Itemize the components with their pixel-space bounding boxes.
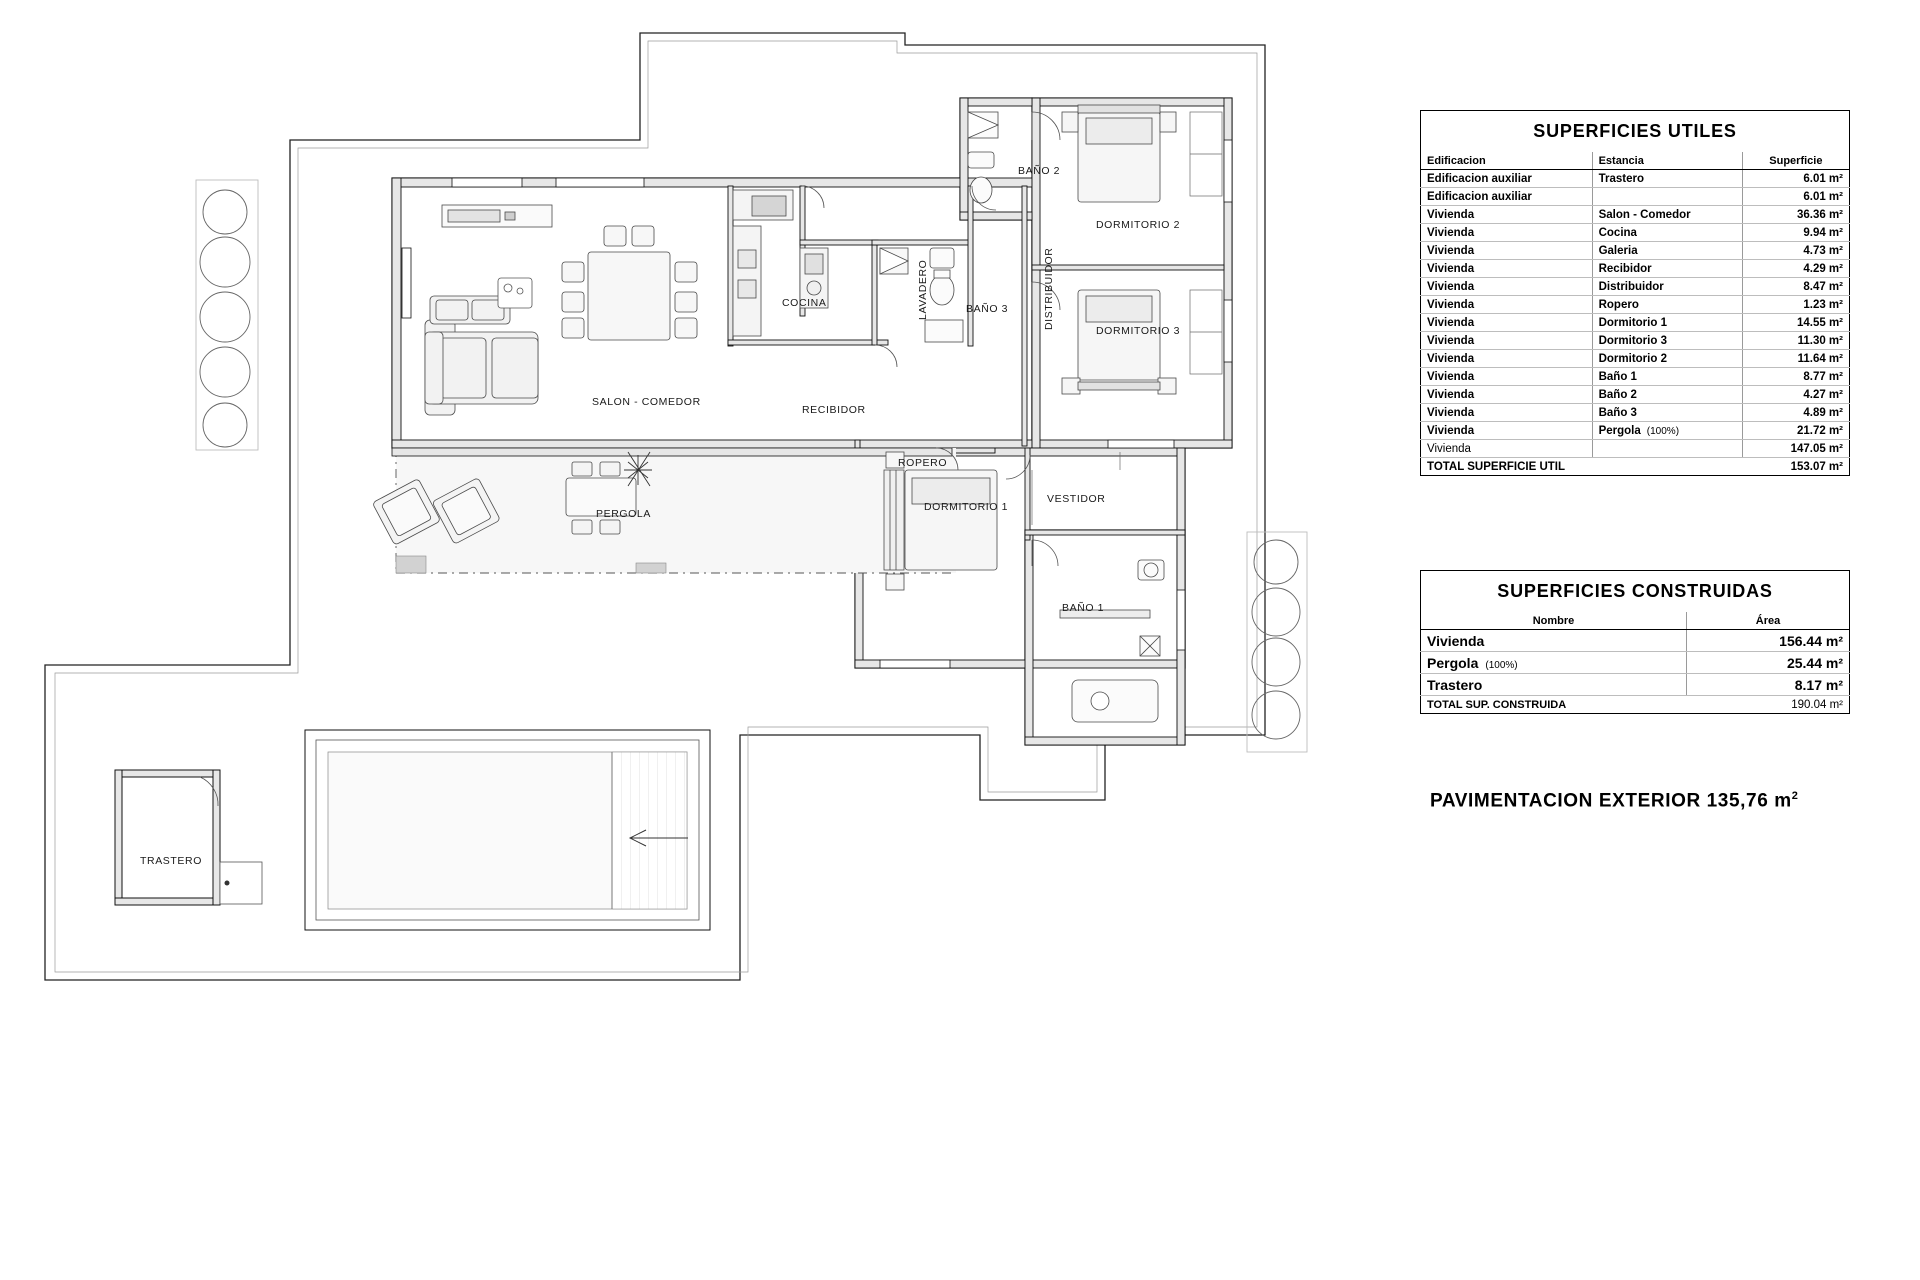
construidas-cell-nombre (1421, 652, 1687, 674)
utiles-cell-edificacion: Vivienda (1421, 242, 1593, 260)
utiles-cell-estancia (1592, 404, 1742, 422)
construidas-nombre-text: Trastero (1427, 676, 1483, 693)
utiles-col-edificacion: Edificacion (1421, 152, 1593, 170)
utiles-cell-superficie: 11.64 m² (1742, 350, 1849, 368)
utiles-estancia-text: Ropero (1598, 298, 1639, 311)
utiles-estancia-text: Baño 1 (1598, 370, 1637, 383)
utiles-estancia-text: Salon - Comedor (1598, 208, 1691, 221)
utiles-cell-estancia (1592, 368, 1742, 386)
pavimentacion-text: PAVIMENTACION EXTERIOR 135,76 m (1430, 790, 1792, 812)
utiles-cell-estancia (1592, 314, 1742, 332)
construidas-row (1421, 652, 1850, 674)
utiles-row (1421, 296, 1850, 314)
utiles-cell-superficie: 147.05 m² (1742, 440, 1849, 458)
construidas-nombre-note: (100%) (1485, 659, 1518, 671)
utiles-estancia-note: (100%) (1646, 425, 1680, 437)
utiles-cell-edificacion: Vivienda (1421, 332, 1593, 350)
utiles-estancia-text: Dormitorio 3 (1598, 334, 1667, 347)
utiles-estancia-text: Baño 3 (1598, 406, 1637, 419)
utiles-cell-edificacion: Vivienda (1421, 296, 1593, 314)
utiles-cell-superficie: 6.01 m² (1742, 170, 1849, 188)
utiles-estancia-text: Baño 2 (1598, 388, 1637, 401)
utiles-cell-superficie: 11.30 m² (1742, 332, 1849, 350)
utiles-row (1421, 206, 1850, 224)
construidas-total-value: 190.04 m² (1791, 698, 1843, 711)
utiles-estancia-text: Pergola (1598, 424, 1641, 437)
utiles-cell-estancia (1592, 386, 1742, 404)
utiles-cell-superficie: 6.01 m² (1742, 188, 1849, 206)
utiles-row (1421, 278, 1850, 296)
room-label-pergola: PERGOLA (596, 508, 651, 520)
utiles-row (1421, 188, 1850, 206)
utiles-cell-edificacion: Vivienda (1421, 350, 1593, 368)
utiles-cell-estancia (1592, 260, 1742, 278)
utiles-cell-edificacion: Vivienda (1421, 404, 1593, 422)
superficies-construidas-table (1420, 570, 1850, 714)
utiles-cell-superficie: 4.73 m² (1742, 242, 1849, 260)
construidas-row (1421, 674, 1850, 696)
construidas-cell-area: 156.44 m² (1686, 630, 1849, 652)
room-label-recibidor: RECIBIDOR (802, 404, 866, 416)
utiles-row (1421, 332, 1850, 350)
utiles-cell-estancia (1592, 296, 1742, 314)
pavimentacion-sup: 2 (1791, 790, 1799, 802)
utiles-cell-estancia (1592, 350, 1742, 368)
room-label-lavadero: LAVADERO (917, 259, 929, 320)
utiles-cell-superficie: 9.94 m² (1742, 224, 1849, 242)
utiles-cell-superficie: 1.23 m² (1742, 296, 1849, 314)
construidas-cell-nombre (1421, 630, 1687, 652)
room-label-cocina: COCINA (782, 297, 827, 309)
room-label-bano-1: BAÑO 1 (1062, 602, 1105, 614)
utiles-cell-edificacion: Vivienda (1421, 260, 1593, 278)
utiles-cell-edificacion: Vivienda (1421, 278, 1593, 296)
construidas-cell-nombre (1421, 674, 1687, 696)
room-label-dormitorio-2: DORMITORIO 2 (1096, 219, 1181, 231)
utiles-cell-estancia (1592, 440, 1742, 458)
room-label-distribuidor: DISTRIBUIDOR (1043, 247, 1055, 330)
construidas-nombre-text: Vivienda (1427, 632, 1485, 649)
construidas-col-nombre: Nombre (1421, 612, 1687, 630)
utiles-cell-edificacion: Vivienda (1421, 224, 1593, 242)
utiles-estancia-text: Distribuidor (1598, 280, 1664, 293)
construidas-row (1421, 630, 1850, 652)
utiles-cell-superficie: 14.55 m² (1742, 314, 1849, 332)
utiles-cell-estancia (1592, 170, 1742, 188)
utiles-cell-edificacion: Vivienda (1421, 422, 1593, 440)
utiles-row (1421, 404, 1850, 422)
utiles-col-estancia: Estancia (1592, 152, 1742, 170)
utiles-cell-superficie: 4.89 m² (1742, 404, 1849, 422)
utiles-cell-edificacion: Vivienda (1421, 440, 1593, 458)
utiles-estancia-text: Trastero (1598, 172, 1644, 185)
surface-tables-panel (1400, 0, 1920, 1280)
construidas-cell-area: 8.17 m² (1686, 674, 1849, 696)
room-label-bano-3: BAÑO 3 (966, 303, 1009, 315)
utiles-row (1421, 422, 1850, 440)
utiles-cell-estancia (1592, 332, 1742, 350)
utiles-cell-estancia (1592, 188, 1742, 206)
utiles-row (1421, 260, 1850, 278)
construidas-cell-area: 25.44 m² (1686, 652, 1849, 674)
room-label-bano-2: BAÑO 2 (1018, 165, 1061, 177)
utiles-cell-estancia (1592, 278, 1742, 296)
utiles-total-label: TOTAL SUPERFICIE UTIL (1427, 460, 1566, 473)
utiles-cell-superficie: 4.29 m² (1742, 260, 1849, 278)
utiles-row (1421, 224, 1850, 242)
pavimentacion-exterior-label (1430, 790, 1798, 812)
construidas-title: SUPERFICIES CONSTRUIDAS (1497, 581, 1773, 601)
utiles-row (1421, 440, 1850, 458)
utiles-row (1421, 350, 1850, 368)
room-label-salon-comedor: SALON - COMEDOR (592, 396, 701, 408)
construidas-nombre-text: Pergola (1427, 654, 1479, 671)
room-label-dormitorio-1: DORMITORIO 1 (924, 501, 1009, 513)
utiles-cell-superficie: 8.47 m² (1742, 278, 1849, 296)
utiles-row (1421, 368, 1850, 386)
utiles-cell-superficie: 36.36 m² (1742, 206, 1849, 224)
utiles-cell-superficie: 8.77 m² (1742, 368, 1849, 386)
superficies-utiles-table (1420, 110, 1850, 476)
utiles-row (1421, 314, 1850, 332)
utiles-title: SUPERFICIES UTILES (1533, 121, 1737, 141)
utiles-estancia-text: Recibidor (1598, 262, 1652, 275)
utiles-estancia-text: Cocina (1598, 226, 1637, 239)
utiles-cell-estancia (1592, 242, 1742, 260)
utiles-cell-edificacion: Edificacion auxiliar (1421, 188, 1593, 206)
utiles-cell-edificacion: Vivienda (1421, 386, 1593, 404)
utiles-total-value: 153.07 m² (1790, 460, 1843, 473)
utiles-row (1421, 170, 1850, 188)
utiles-row (1421, 242, 1850, 260)
utiles-cell-estancia (1592, 224, 1742, 242)
construidas-total-label: TOTAL SUP. CONSTRUIDA (1427, 698, 1567, 711)
utiles-cell-estancia (1592, 422, 1742, 440)
construidas-col-area: Área (1686, 612, 1849, 630)
utiles-estancia-text: Galeria (1598, 244, 1638, 257)
utiles-cell-superficie: 21.72 m² (1742, 422, 1849, 440)
utiles-cell-edificacion: Vivienda (1421, 206, 1593, 224)
room-label-vestidor: VESTIDOR (1047, 493, 1106, 505)
utiles-estancia-text: Dormitorio 1 (1598, 316, 1667, 329)
utiles-estancia-text: Dormitorio 2 (1598, 352, 1667, 365)
room-label-trastero: TRASTERO (140, 855, 202, 867)
utiles-col-superficie: Superficie (1742, 152, 1849, 170)
utiles-cell-edificacion: Vivienda (1421, 368, 1593, 386)
utiles-cell-edificacion: Vivienda (1421, 314, 1593, 332)
utiles-cell-edificacion: Edificacion auxiliar (1421, 170, 1593, 188)
utiles-cell-estancia (1592, 206, 1742, 224)
room-label-ropero: ROPERO (898, 457, 948, 469)
utiles-row (1421, 386, 1850, 404)
utiles-cell-superficie: 4.27 m² (1742, 386, 1849, 404)
room-label-dormitorio-3: DORMITORIO 3 (1096, 325, 1181, 337)
